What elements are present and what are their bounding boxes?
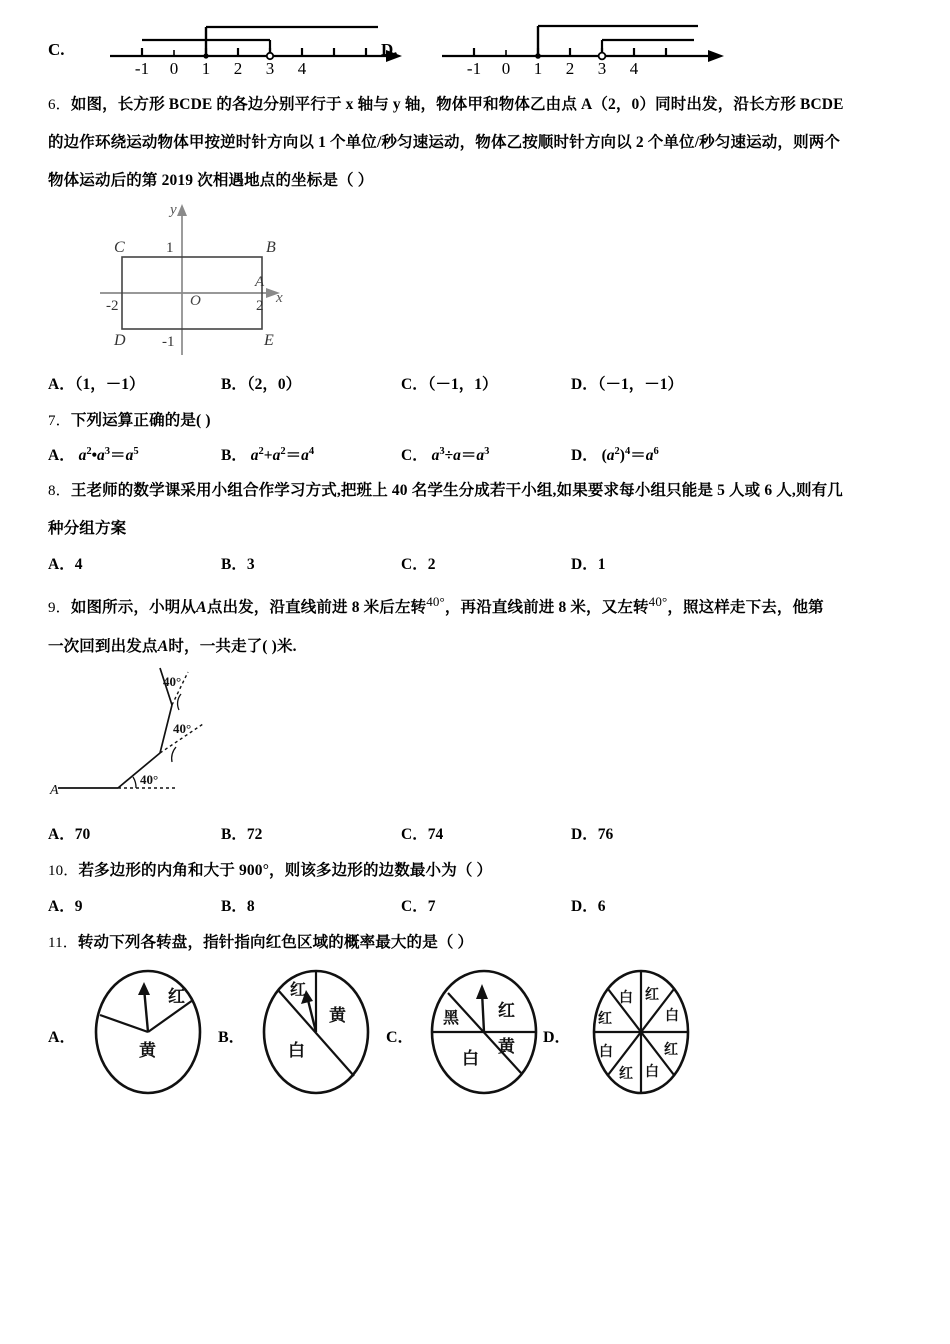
q10-degree-sign: °: [262, 862, 270, 880]
q8-text-1: 王老师的数学课采用小组合作学习方式,把班上 40 名学生分成若干小组,如果要求每小组只能是 5 人或 6 人,则有几: [70, 482, 843, 499]
q8-option-d-letter: D．: [571, 556, 598, 573]
svg-text:红: 红: [664, 1042, 678, 1059]
svg-text:3: 3: [597, 59, 607, 78]
q9-option-c[interactable]: [401, 818, 571, 852]
svg-text:-2: -2: [106, 298, 119, 314]
q9-option-d[interactable]: [571, 818, 613, 852]
svg-text:3: 3: [265, 59, 275, 78]
q9-option-b-text: 72: [246, 826, 263, 844]
numberline-figure-d: [426, 0, 746, 78]
q9-text-1d: ，照这样走下去，他第: [667, 599, 824, 617]
question-9: [48, 582, 902, 666]
q7-option-c[interactable]: C． $a^3\div a=a^3$: [401, 445, 490, 464]
q6-line-2: 的边作环绕运动物体甲按逆时针方向以 1 个单位/秒匀速运动，物体乙按顺时针方向以 2 个单位/秒匀速运动，则两个: [48, 134, 841, 151]
svg-text:40°: 40°: [140, 772, 159, 788]
svg-text:y: y: [170, 202, 177, 218]
q7-option-b-letter: B．: [221, 447, 247, 464]
svg-text:白: 白: [619, 990, 633, 1007]
q10-option-c-letter: C．: [401, 898, 428, 916]
q9-option-c-text: 74: [427, 826, 444, 844]
q7-option-c-letter: C．: [401, 447, 428, 464]
q8-option-c-letter: C．: [401, 556, 428, 573]
svg-text:黄: 黄: [498, 1037, 515, 1058]
q10-option-d-letter: D．: [571, 898, 598, 916]
q6-option-c[interactable]: [401, 368, 571, 402]
svg-text:白: 白: [599, 1044, 613, 1061]
q6-figure-wrapper: [48, 200, 902, 368]
svg-text:-1: -1: [466, 59, 482, 78]
svg-text:黄: 黄: [329, 1006, 346, 1027]
q10-stem-line: [48, 852, 902, 890]
q11-stem-line: [48, 924, 902, 962]
svg-text:黑: 黑: [443, 1008, 460, 1028]
q9-number: 9．: [48, 600, 71, 617]
q10-option-d[interactable]: [571, 890, 605, 924]
q6-option-d-letter: D．: [571, 376, 598, 393]
q10-option-d-text: 6: [597, 898, 606, 916]
q6-options: [48, 368, 902, 402]
svg-text:1: 1: [533, 59, 543, 78]
q11-option-b-letter: B．: [218, 1029, 245, 1047]
q6-option-d[interactable]: [571, 368, 683, 402]
option-letter-d: D.: [381, 40, 398, 59]
svg-text:2: 2: [256, 298, 264, 314]
q9-options: [48, 818, 902, 852]
q8-option-a[interactable]: [48, 548, 221, 582]
q9-text-1c: ，再沿直线前进 8 米，又左转: [444, 599, 649, 617]
q8-number: 8．: [48, 483, 71, 499]
q9-option-a-text: 70: [74, 826, 91, 844]
svg-text:40°: 40°: [173, 721, 192, 737]
q8-option-b-letter: B．: [221, 556, 247, 573]
svg-text:白: 白: [645, 1064, 659, 1081]
q8-line-2: 种分组方案: [48, 520, 127, 537]
q11-spinner-c[interactable]: [424, 968, 544, 1096]
svg-text:E: E: [264, 332, 274, 349]
svg-text:A: A: [50, 783, 59, 799]
q7-option-d-letter: D．: [571, 447, 598, 464]
q9-option-d-letter: D．: [571, 826, 598, 844]
q11-spinner-b[interactable]: [256, 968, 376, 1096]
q8-options: [48, 548, 902, 582]
q9-angle-1: 40°: [426, 594, 445, 609]
numberline-options-row: [48, 0, 902, 78]
q6-text-1: 如图，长方形 BCDE 的各边分别平行于 x 轴与 y 轴，物体甲和物体乙由点 A（2，0）同时出发，沿长方形 BCDE: [70, 96, 844, 113]
q7-stem: 下列运算正确的是( ): [70, 412, 211, 429]
q9-text-2a: 一次回到出发点: [48, 638, 158, 656]
q8-option-c[interactable]: [401, 548, 571, 582]
q6-number: 6．: [48, 97, 71, 113]
q8-option-d[interactable]: [571, 548, 605, 582]
q10-option-b-letter: B．: [221, 898, 247, 916]
q6-option-a[interactable]: [48, 368, 221, 402]
q9-text-1a: 如图所示，小明从: [70, 599, 197, 617]
q9-line-2: [48, 628, 902, 666]
q9-line-1: [48, 582, 902, 628]
svg-text:红: 红: [290, 980, 307, 1000]
svg-text:0: 0: [501, 59, 511, 78]
question-6: [48, 86, 902, 200]
svg-text:O: O: [190, 293, 201, 309]
q11-option-d-letter: D．: [543, 1029, 571, 1047]
q11-spinner-d[interactable]: [581, 968, 701, 1096]
q10-option-a-text: 9: [74, 898, 83, 916]
q8-option-a-text: 4: [74, 556, 83, 573]
svg-text:白: 白: [288, 1041, 305, 1062]
q9-option-b[interactable]: [221, 818, 401, 852]
q11-option-c-letter: C．: [386, 1029, 414, 1047]
svg-text:红: 红: [168, 987, 185, 1008]
q6-option-b-letter: B．: [221, 376, 247, 393]
svg-text:1: 1: [201, 59, 211, 78]
svg-text:红: 红: [498, 1001, 515, 1022]
question-10: [48, 852, 902, 924]
svg-text:A: A: [255, 274, 265, 290]
q8-line-1: [48, 472, 902, 510]
q9-option-c-letter: C．: [401, 826, 428, 844]
q9-option-a[interactable]: [48, 818, 221, 852]
svg-text:0: 0: [169, 59, 179, 78]
q6-option-b[interactable]: [221, 368, 401, 402]
q6-option-a-text: （1，－1）: [74, 376, 145, 393]
svg-text:4: 4: [629, 59, 639, 78]
q7-option-a[interactable]: A． $a^2•a^3=a^5$: [48, 445, 139, 464]
q11-number: 11．: [48, 935, 78, 952]
svg-text:x: x: [276, 290, 283, 306]
q9-text-1b: 点出发，沿直线前进 8 米后左转: [206, 599, 427, 617]
q7-option-b[interactable]: B． $a^2+a^2=a^4$: [221, 445, 315, 464]
svg-text:红: 红: [645, 987, 659, 1004]
q6-option-c-letter: C．: [401, 376, 428, 393]
q7-options: [48, 440, 902, 472]
q7-stem-line: [48, 402, 902, 440]
q9-option-d-text: 76: [597, 826, 614, 844]
q11-stem: 转动下列各转盘，指针指向红色区域的概率最大的是（ ）: [77, 934, 474, 952]
svg-text:红: 红: [619, 1066, 633, 1083]
q8-option-a-letter: A．: [48, 556, 75, 573]
q7-option-d[interactable]: D． $(a^2)^4=a^6$: [571, 445, 659, 464]
option-letter-c: C.: [48, 40, 65, 59]
svg-text:1: 1: [166, 240, 174, 256]
svg-text:2: 2: [565, 59, 575, 78]
svg-text:D: D: [114, 332, 126, 349]
svg-text:2: 2: [233, 59, 243, 78]
q10-option-a[interactable]: [48, 890, 221, 924]
q10-option-c-text: 7: [427, 898, 436, 916]
q9-point-a-2: A: [157, 638, 169, 656]
q11-spinners-row: [48, 968, 902, 1100]
svg-text:红: 红: [598, 1011, 612, 1028]
svg-text:40°: 40°: [163, 674, 182, 690]
q6-option-b-text: （2，0）: [246, 376, 302, 393]
q8-option-b[interactable]: [221, 548, 401, 582]
q11-spinner-a[interactable]: [88, 968, 208, 1096]
q7-number: 7．: [48, 413, 71, 429]
svg-text:B: B: [266, 239, 276, 256]
q6-option-c-text: （－1，1）: [427, 376, 498, 393]
q10-option-b-text: 8: [246, 898, 255, 916]
q6-option-a-letter: A．: [48, 376, 75, 393]
q9-text-2b: 时，一共走了( )米.: [168, 638, 297, 656]
q9-angle-2: 40°: [648, 594, 668, 609]
q8-option-d-text: 1: [597, 556, 606, 573]
svg-text:白: 白: [665, 1008, 679, 1025]
svg-text:C: C: [114, 239, 125, 256]
question-7: [48, 402, 902, 472]
q10-stem-a: 若多边形的内角和大于 900: [78, 862, 263, 880]
numberline-figure-c: [94, 0, 424, 78]
svg-text:黄: 黄: [139, 1041, 156, 1062]
q7-option-a-letter: A．: [48, 447, 75, 464]
q6-line-3: 物体运动后的第 2019 次相遇地点的坐标是（ ）: [48, 172, 374, 189]
q6-line-1: [48, 86, 902, 124]
q6-coordinate-figure: [100, 200, 330, 360]
svg-text:-1: -1: [134, 59, 150, 78]
q9-figure-wrapper: [48, 666, 902, 818]
q9-zigzag-figure: [48, 666, 248, 816]
q10-stem-b: ，则该多边形的边数最小为（ ）: [269, 862, 493, 880]
q9-option-a-letter: A．: [48, 826, 75, 844]
q10-option-a-letter: A．: [48, 898, 75, 916]
q8-option-c-text: 2: [427, 556, 436, 573]
svg-text:4: 4: [297, 59, 307, 78]
question-11: [48, 924, 902, 962]
q9-point-a-1: A: [196, 599, 207, 617]
q10-number: 10．: [48, 863, 79, 880]
q8-option-b-text: 3: [246, 556, 255, 573]
q9-option-b-letter: B．: [221, 826, 247, 844]
q6-option-d-text: （－1，－1）: [597, 376, 683, 393]
q11-option-a-letter: A．: [48, 1029, 76, 1047]
svg-text:白: 白: [462, 1049, 479, 1070]
q10-option-b[interactable]: [221, 890, 401, 924]
question-8: [48, 472, 902, 582]
q10-option-c[interactable]: [401, 890, 571, 924]
svg-text:-1: -1: [162, 334, 175, 350]
q10-options: [48, 890, 902, 924]
